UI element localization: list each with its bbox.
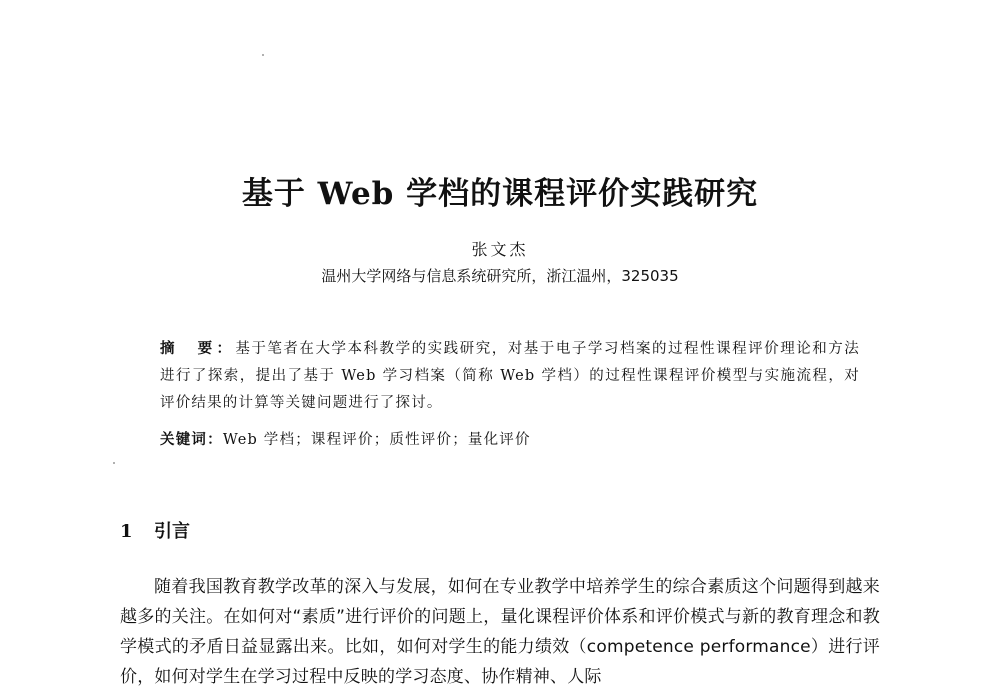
section-heading [120,517,190,543]
author-affiliation: 温州大学网络与信息系统研究所，浙江温州，325035 [321,267,679,285]
abstract-text: 基于笔者在大学本科教学的实践研究，对基于电子学习档案的过程性课程评价理论和方法进行了探索，提出了基于 Web 学习档案（简称 Web 学档）的过程性课程评价模型与实施流程，对评价结果的计算等关键问题进行了探讨。 [160,341,861,411]
section-number: 1 [120,521,133,542]
paper-title: 基于 Web 学档的课程评价实践研究 [241,176,759,212]
abstract [160,336,860,417]
scan-speck [262,54,264,56]
body-paragraph: 随着我国教育教学改革的深入与发展，如何在专业教学中培养学生的综合素质这个问题得到越来越多的关注。在如何对“素质”进行评价的问题上，量化课程评价体系和评价模式与新的教育理念和教学模式的矛盾日益显露出来。比如，如何对学生的能力绩效（competence performance）进行评价，如何对学生在学习过程中反映的学习态度、协作精神、人际 [120,577,880,687]
keywords-text: Web 学档；课程评价；质性评价；量化评价 [222,432,531,448]
scan-speck [113,462,115,464]
abstract-label: 摘 要： [160,341,236,357]
author-name: 张文杰 [471,240,529,259]
section-title: 引言 [154,521,190,542]
keywords [160,428,860,449]
keywords-label: 关键词： [160,432,223,448]
